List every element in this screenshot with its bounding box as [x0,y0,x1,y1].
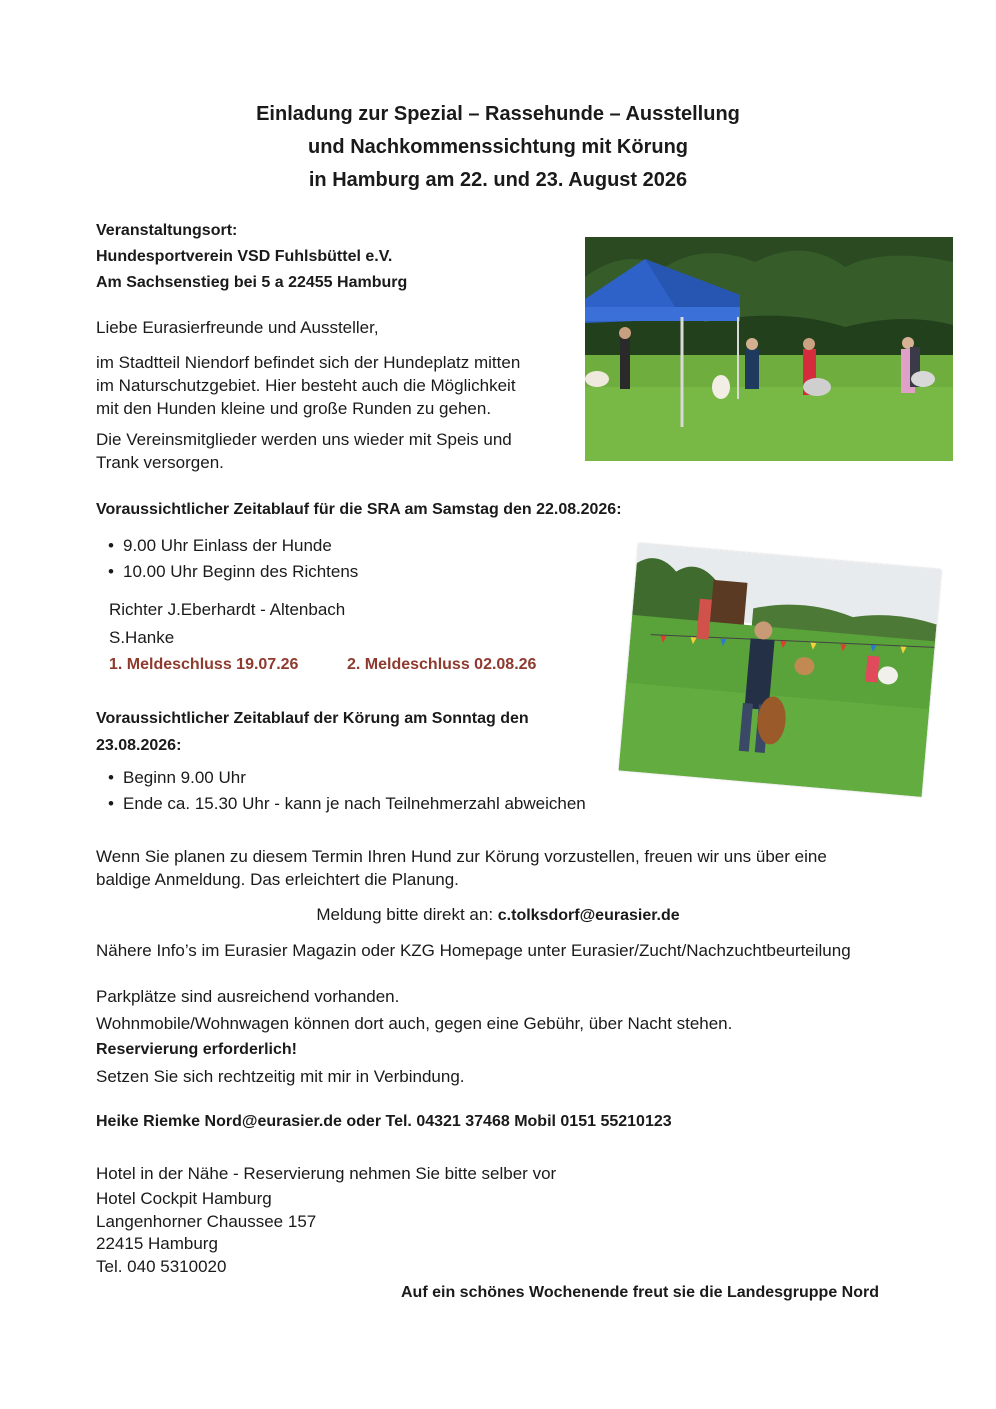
venue-label: Veranstaltungsort: [96,222,238,239]
title-line-2: und Nachkommenssichtung mit Körung [307,136,689,158]
venue-address: Am Sachsenstieg bei 5 a 22455 Hamburg [96,274,408,291]
venue-block [96,218,407,296]
contact-line [0,903,996,927]
list-item: • Beginn 9.00 Uhr [96,765,716,791]
intro-p1-line2: im Naturschutzgebiet. Hier besteht auch die Möglichkeit [96,376,516,395]
info-line: Nähere Info’s im Eurasier Magazin oder KZG Homepage unter Eurasier/Zucht/Nachzuchtbeurteilung [96,941,851,960]
hotel-intro: Hotel in der Nähe - Reservierung nehmen Sie bitte selber vor [96,1164,557,1183]
intro-paragraph-2 [96,428,512,474]
intro-paragraph-1 [96,351,520,420]
event-photo-tent [585,237,953,461]
venue-club: Hundesportverein VSD Fuhlsbüttel e.V. [96,248,393,265]
event-photo-dogs [619,543,942,797]
sra-schedule-list [96,533,576,585]
registration-line2: baldige Anmeldung. Das erleichtert die Planung. [96,870,459,889]
judges-line-1: Richter J.Eberhardt - Altenbach [109,600,346,619]
judges-line-2: S.Hanke [109,628,175,647]
registration-paragraph [96,845,827,891]
list-item: • Ende ca. 15.30 Uhr - kann je nach Teilnehmerzahl abweichen [96,791,716,817]
greeting: Liebe Eurasierfreunde und Aussteller, [96,318,379,337]
deadline-1: 1. Meldeschluss 19.07.26 [109,656,299,673]
contact-email-link[interactable]: c.tolksdorf@eurasier.de [497,907,680,924]
hotel-street: Langenhorner Chaussee 157 [96,1211,317,1231]
hotel-address [96,1188,316,1278]
deadline-2: 2. Meldeschluss 02.08.26 [347,656,537,673]
parking-line1: Parkplätze sind ausreichend vorhanden. [96,987,400,1006]
list-item: • 10.00 Uhr Beginn des Richtens [96,559,576,585]
reservation-required: Reservierung erforderlich! [96,1041,297,1058]
parking-line2: Wohnmobile/Wohnwagen können dort auch, gegen eine Gebühr, über Nacht stehen. [96,1014,733,1033]
koerung-schedule-list [96,765,716,817]
parking-line4: Setzen Sie sich rechtzeitig mit mir in Verbindung. [96,1067,465,1086]
title-line-3: in Hamburg am 22. und 23. August 2026 [308,169,688,191]
hotel-name: Hotel Cockpit Hamburg [96,1189,272,1208]
sra-heading: Voraussichtlicher Zeitablauf für die SRA am Samstag den 22.08.2026: [96,501,622,518]
intro-p1-line1: im Stadtteil Niendorf befindet sich der Hundeplatz mitten [96,353,521,372]
closing-line: Auf ein schönes Wochenende freut sie die Landesgruppe Nord [401,1284,879,1301]
organizer-contact: Heike Riemke Nord@eurasier.de oder Tel. 04321 37468 Mobil 0151 55210123 [96,1113,672,1130]
page-title [0,98,996,197]
contact-label: Meldung bitte direkt an: [316,905,494,924]
intro-p2-line1: Die Vereinsmitglieder werden uns wieder mit Speis und [96,430,512,449]
title-line-1: Einladung zur Spezial – Rassehunde – Ausstellung [256,103,740,125]
intro-p1-line3: mit den Hunden kleine und große Runden zu gehen. [96,399,492,418]
registration-line1: Wenn Sie planen zu diesem Termin Ihren Hund zur Körung vorzustellen, freuen wir uns über eine [96,847,827,866]
koerung-heading-line1: Voraussichtlicher Zeitablauf der Körung am Sonntag den [96,710,529,727]
hotel-city: 22415 Hamburg [96,1234,218,1253]
hotel-phone: Tel. 040 5310020 [96,1256,227,1276]
intro-p2-line2: Trank versorgen. [96,453,224,472]
koerung-heading-line2: 23.08.2026: [96,737,182,754]
list-item: • 9.00 Uhr Einlass der Hunde [96,533,576,559]
koerung-heading [96,705,529,759]
